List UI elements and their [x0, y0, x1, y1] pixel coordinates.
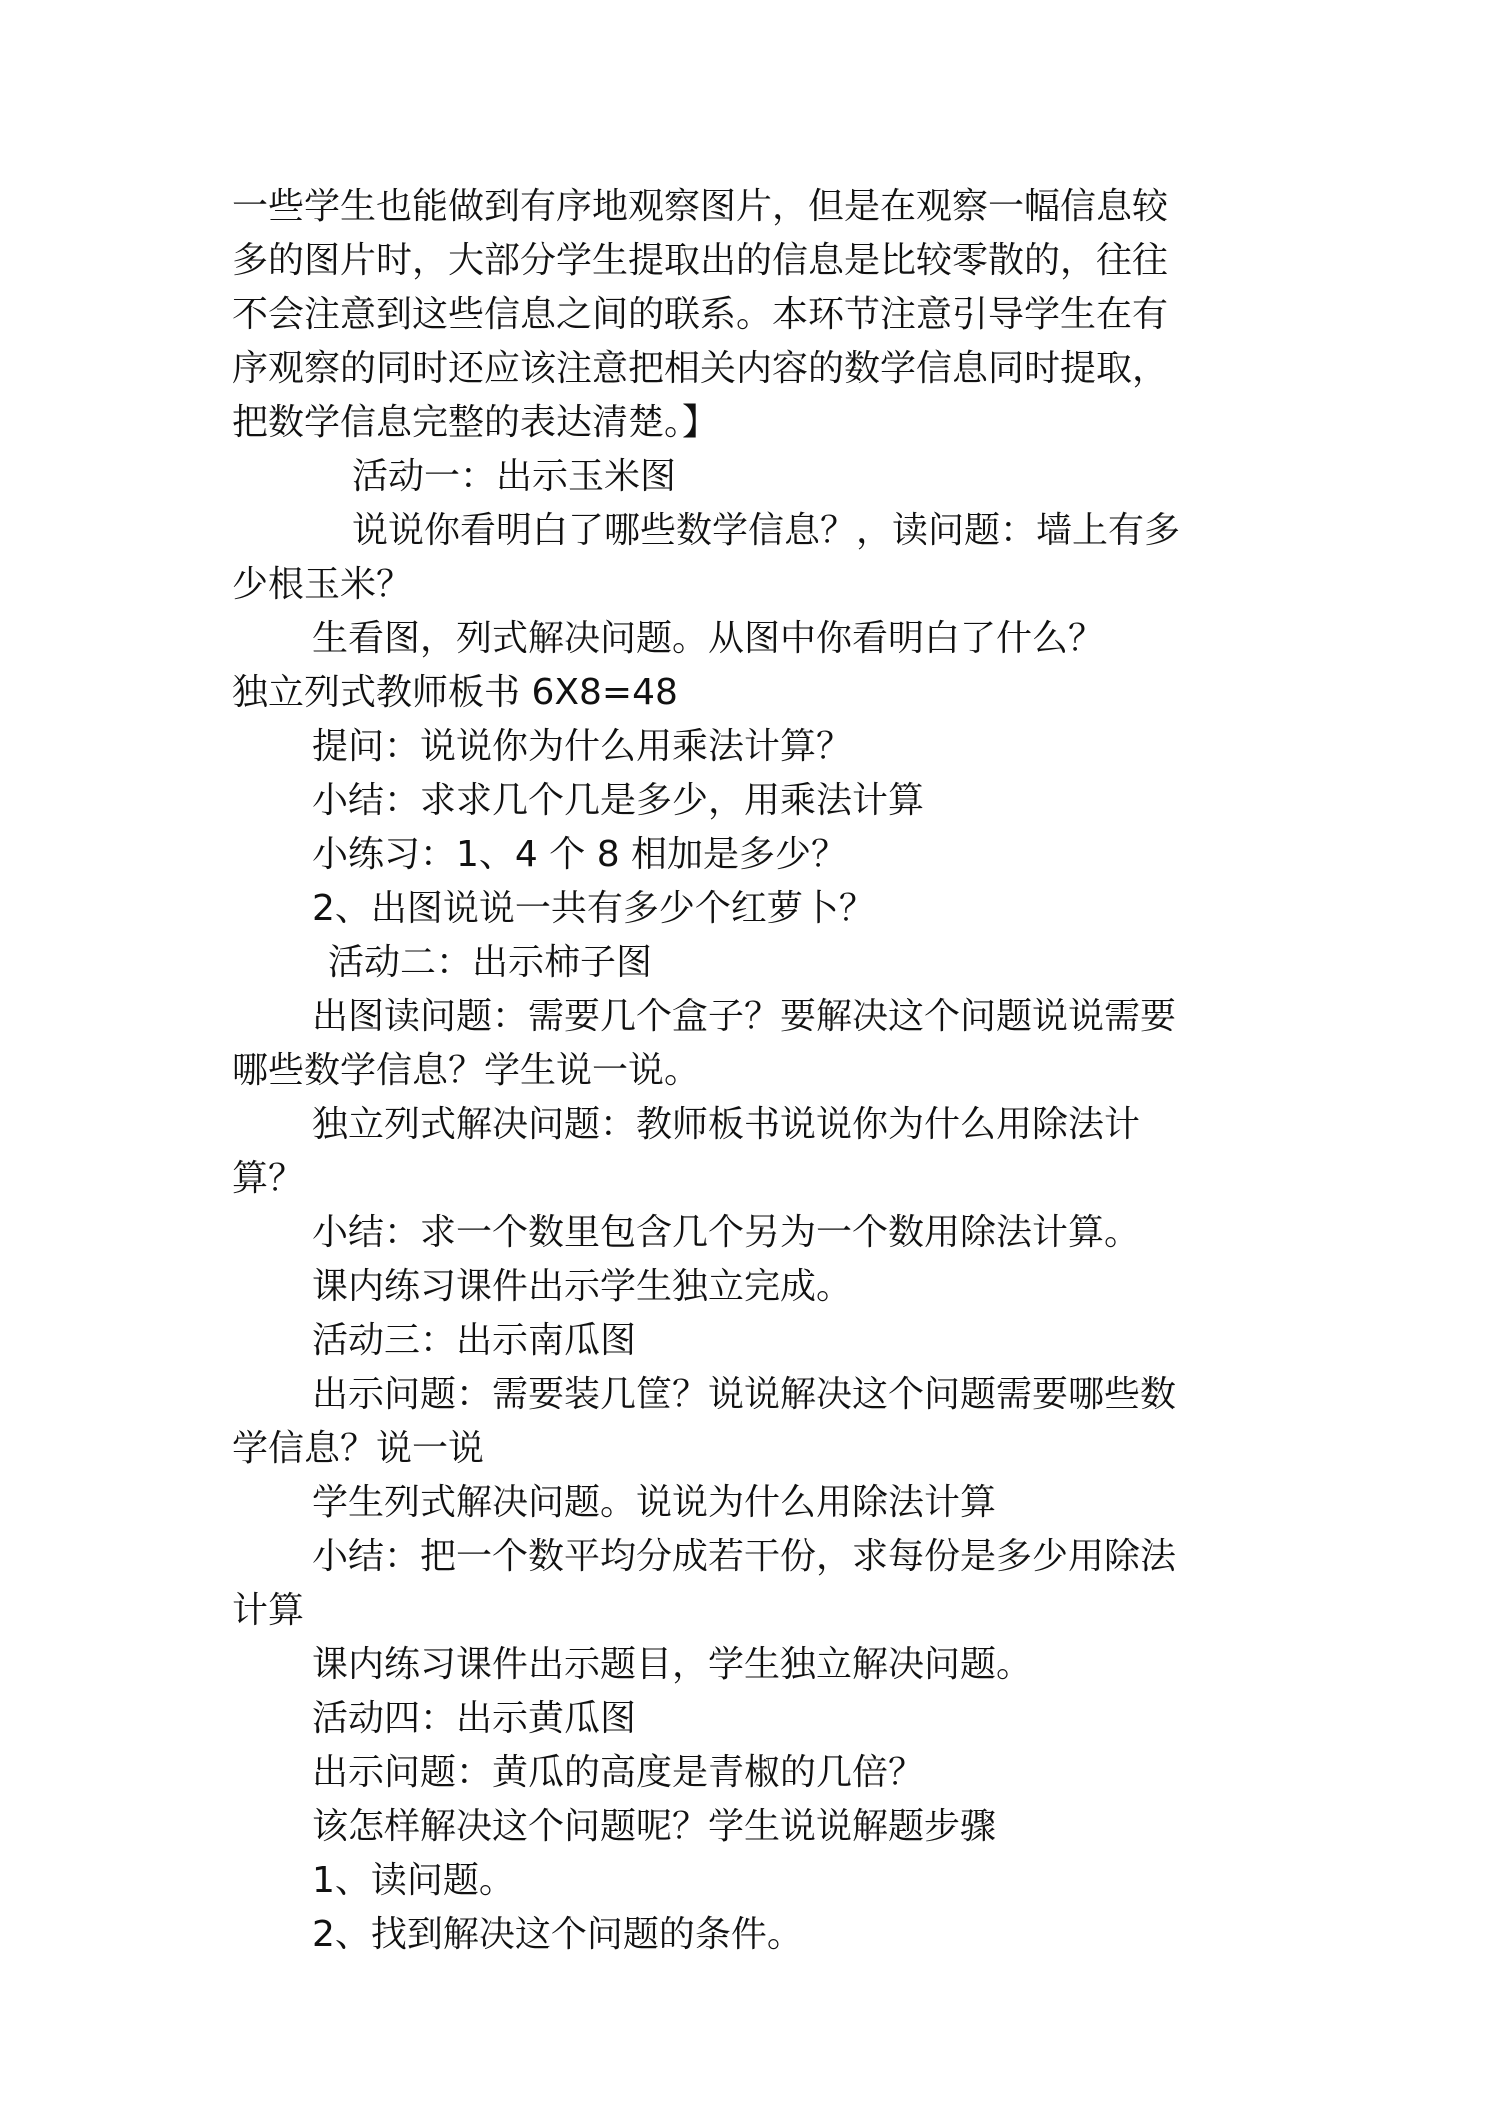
activity-heading: 活动一：出示玉米图	[352, 456, 677, 497]
text-line: 独立列式解决问题：教师板书说说你为什么用除法计	[312, 1104, 1141, 1145]
text-line: 计算	[232, 1590, 305, 1631]
text-line: 出示问题：需要装几筐？说说解决这个问题需要哪些数	[312, 1374, 1177, 1415]
text-line: 序观察的同时还应该注意把相关内容的数学信息同时提取，	[232, 348, 1169, 389]
text-line: 把数学信息完整的表达清楚。】	[232, 402, 719, 443]
text-line: 2、出图说说一共有多少个红萝卜？	[312, 888, 875, 929]
text-line: 该怎样解决这个问题呢？学生说说解题步骤	[312, 1806, 997, 1847]
text-line: 小结：求一个数里包含几个另为一个数用除法计算。	[312, 1212, 1141, 1253]
text-line: 少根玉米？	[232, 564, 413, 605]
text-line: 独立列式教师板书 6X8=48	[232, 672, 678, 713]
text-line: 哪些数学信息？学生说一说。	[232, 1050, 701, 1091]
activity-heading: 活动二：出示柿子图	[328, 942, 653, 983]
text-line: 出示问题：黄瓜的高度是青椒的几倍？	[312, 1752, 925, 1793]
text-line: 生看图，列式解决问题。从图中你看明白了什么？	[312, 618, 1105, 659]
text-line: 多的图片时，大部分学生提取出的信息是比较零散的，往往	[232, 240, 1169, 281]
text-line: 出图读问题：需要几个盒子？要解决这个问题说说需要	[312, 996, 1177, 1037]
text-line: 1、读问题。	[312, 1860, 515, 1901]
activity-heading: 活动四：出示黄瓜图	[312, 1698, 637, 1739]
text-line: 小练习：1、4 个 8 相加是多少？	[312, 834, 848, 875]
text-line: 小结：求求几个几是多少，用乘法计算	[312, 780, 925, 821]
text-line: 课内练习课件出示题目，学生独立解决问题。	[312, 1644, 1033, 1685]
document-body	[232, 180, 1272, 1962]
text-line: 2、找到解决这个问题的条件。	[312, 1914, 803, 1955]
text-line: 学信息？说一说	[232, 1428, 485, 1469]
text-line: 课内练习课件出示学生独立完成。	[312, 1266, 853, 1307]
text-line: 一些学生也能做到有序地观察图片，但是在观察一幅信息较	[232, 186, 1169, 227]
text-line: 小结：把一个数平均分成若干份，求每份是多少用除法	[312, 1536, 1177, 1577]
text-line: 学生列式解决问题。说说为什么用除法计算	[312, 1482, 997, 1523]
text-line: 说说你看明白了哪些数学信息？，读问题：墙上有多	[352, 510, 1181, 551]
text-line: 不会注意到这些信息之间的联系。本环节注意引导学生在有	[232, 294, 1169, 335]
text-line: 算？	[232, 1158, 305, 1199]
activity-heading: 活动三：出示南瓜图	[312, 1320, 637, 1361]
text-line: 提问：说说你为什么用乘法计算？	[312, 726, 853, 767]
